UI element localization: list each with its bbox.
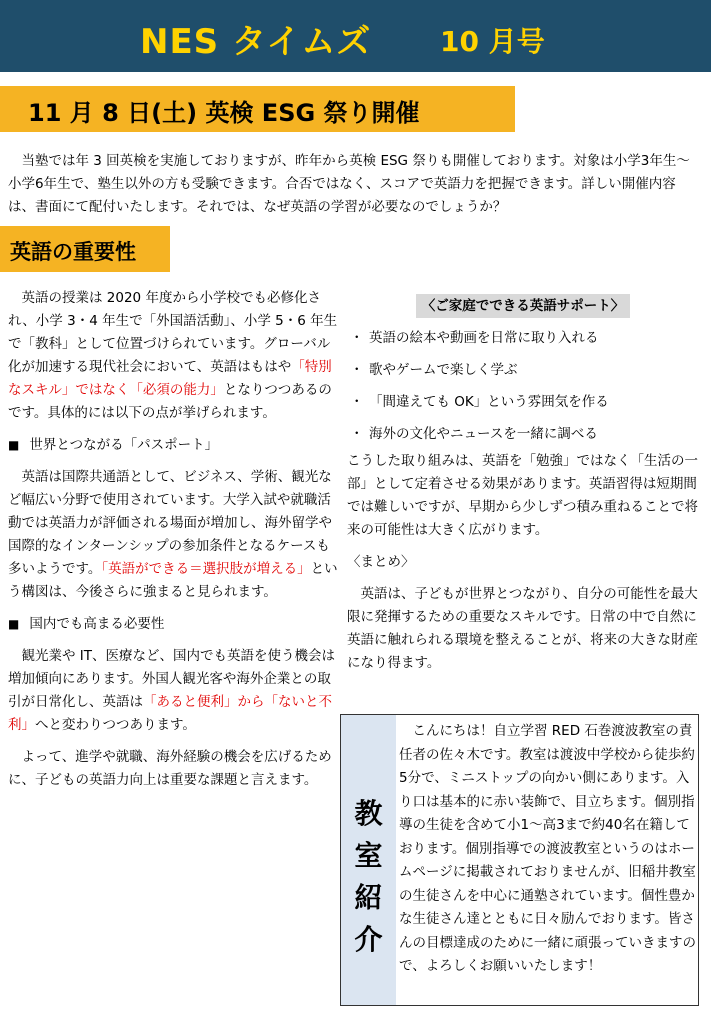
subheading-text: 世界とつながる「パスポート」	[29, 437, 219, 453]
text-span: となりつつあるのです。具体的には以下の点が挙げられます。	[8, 382, 332, 421]
importance-paragraph-2	[8, 466, 338, 604]
list-item-text: 歌やゲームで楽しく学ぶ	[369, 362, 518, 378]
importance-paragraph-1	[8, 287, 338, 425]
left-column	[8, 287, 338, 792]
newsletter-title: NES タイムズ	[140, 22, 372, 62]
square-bullet-icon: ■	[8, 438, 20, 452]
text-span: 英語は国際共通語として、ビジネス、学術、観光など幅広い分野で使用されています。大学入試や就職活動では英語力が評価される場面が増加し、海外留学や国際的なインターンシップの参加条件となるケースも多いようです。	[8, 469, 332, 577]
list-item	[347, 359, 699, 382]
text-span: 英語の授業は 2020 年度から小学校でも必修化され、小学 3・4 年生で「外国語活動」、小学 5・6 年生で「教科」として位置づけられています。グローバル化が加速する現代社会において、英語はもはや	[8, 290, 338, 375]
importance-paragraph-4: よって、進学や就職、海外経験の機会を広げるために、子どもの英語力向上は重要な課題と言えます。	[8, 749, 332, 788]
classroom-intro-label-panel	[341, 715, 396, 1005]
list-item	[347, 391, 699, 414]
home-support-list	[347, 327, 699, 446]
list-item-text: 「間違えても OK」という雰囲気を作る	[369, 394, 609, 410]
list-item	[347, 327, 699, 350]
bullet-dot-icon: ・	[350, 362, 364, 378]
bullet-dot-icon: ・	[350, 426, 364, 442]
classroom-intro-box	[340, 714, 699, 1006]
home-support-heading: 〈ご家庭でできる英語サポート〉	[416, 294, 631, 318]
emphasis-text: 「あると便利」から「ないと不利」	[8, 694, 332, 733]
home-support-heading-wrap	[347, 294, 699, 318]
label-char: 教	[354, 797, 383, 830]
bullet-dot-icon: ・	[350, 394, 364, 410]
emphasis-text: 「英語ができる＝選択肢が増える」	[101, 561, 311, 577]
subheading-domestic	[8, 613, 338, 636]
list-item-text: 英語の絵本や動画を日常に取り入れる	[369, 330, 599, 346]
label-char: 室	[354, 839, 383, 872]
text-span: 観光業や IT、医療など、国内でも英語を使う機会は増加傾向にあります。外国人観光客や海外企業との取引が日常化し、英語は	[8, 648, 336, 710]
importance-paragraph-3	[8, 645, 338, 737]
subheading-text: 国内でも高まる必要性	[29, 616, 165, 632]
list-item-text: 海外の文化やニュースを一緒に調べる	[369, 426, 598, 442]
section-title-importance: 英語の重要性	[10, 240, 136, 264]
label-char: 紹	[354, 881, 383, 914]
summary-heading: 〈まとめ〉	[347, 554, 415, 570]
text-span: へと変わりつつあります。	[35, 717, 196, 733]
emphasis-text: 「特別なスキル」ではなく「必須の能力」	[8, 359, 332, 398]
classroom-intro-text: こんにちは！自立学習 RED 石巻渡波教室の責任者の佐々木です。教室は渡波中学校から徒歩約5分で、ミニストップの向かい側にあります。入り口は基本的に赤い装飾で、目立ちます。個別指導の生徒を含めて小1～高3まで約40名在籍しております。個別指導での渡波教室というのはホームページに掲載されておりませんが、旧稲井教室の生徒さんを中心に通塾されています。個性豊かな生徒さん達とともに日々励んでおります。皆さんの目標達成のために一緒に頑張っていきますので、よろしくお願いいたします！	[399, 723, 696, 974]
bullet-dot-icon: ・	[350, 330, 364, 346]
label-char: 介	[354, 923, 383, 956]
classroom-intro-label	[341, 793, 396, 961]
text-span: という構図は、今後さらに強まると見られます。	[8, 561, 338, 600]
event-title: 11 月 8 日(土) 英検 ESG 祭り開催	[28, 99, 420, 127]
summary-text: 英語は、子どもが世界とつながり、自分の可能性を最大限に発揮するための重要なスキルです。日常の中で自然に英語に触れられる環境を整えることが、将来の大きな財産になり得ます。	[347, 586, 698, 671]
subheading-passport	[8, 434, 338, 457]
issue-label: 10 月号	[440, 25, 545, 58]
square-bullet-icon: ■	[8, 617, 20, 631]
right-column	[347, 287, 699, 675]
list-item	[347, 423, 699, 446]
home-support-body: こうした取り組みは、英語を「勉強」ではなく「生活の一部」として定着させる効果があります。英語習得は短期間では難しいですが、早期から少しずつ積み重ねることで将来の可能性は大きく広がります。	[347, 453, 698, 538]
event-intro: 当塾では年 3 回英検を実施しておりますが、昨年から英検 ESG 祭りも開催しております。対象は小学3年生～小学6年生で、塾生以外の方も受験できます。合否ではなく、スコアで英語力を把握できます。詳しい開催内容は、書面にて配付いたします。それでは、なぜ英語の学習が必要なのでしょうか？	[8, 153, 690, 215]
